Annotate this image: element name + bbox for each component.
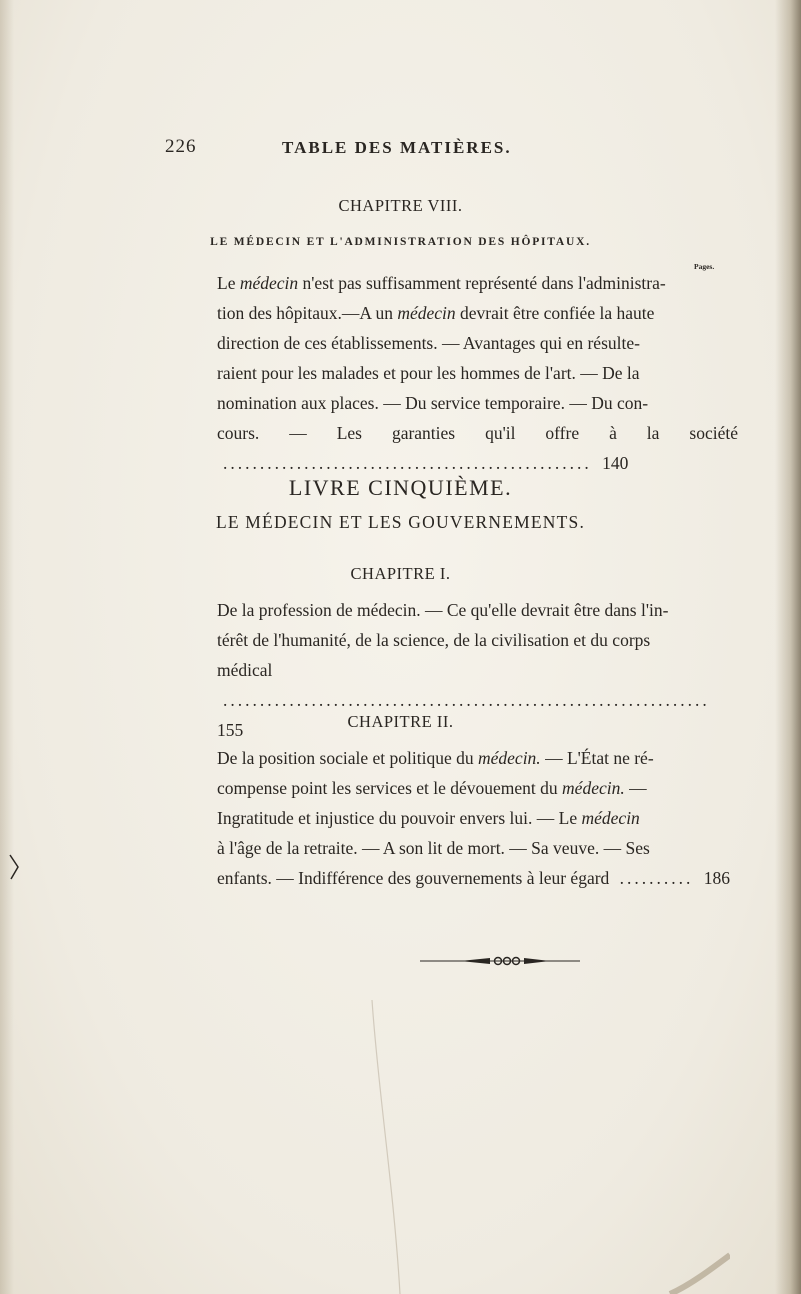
entry-italic: médecin xyxy=(397,303,456,323)
book-subtitle: LE MÉDECIN ET LES GOUVERNEMENTS. xyxy=(215,512,586,532)
paper-mark xyxy=(8,853,28,883)
entry-text: De la position sociale et politique du xyxy=(217,748,474,768)
chapter-8-entry xyxy=(217,268,738,478)
entry-text: direction de ces établissements. — Avantages qui en résulte- xyxy=(217,333,640,353)
entry-leader-line xyxy=(217,418,738,478)
chapter-1-title: CHAPITRE I. xyxy=(350,564,451,583)
entry-text: n'est pas suffisamment représenté dans l'administra- xyxy=(302,273,666,293)
chapter-8-subtitle: LE MÉDECIN ET L'ADMINISTRATION DES HÔPITAUX. xyxy=(210,236,591,248)
entry-text: tion des hôpitaux.—A un xyxy=(217,303,393,323)
entry-text: à l'âge de la retraite. — A son lit de mort. — Sa veuve. — Ses xyxy=(217,838,650,858)
ornament-wedge-right xyxy=(524,958,550,964)
dot-leader: .................................................................. xyxy=(223,690,710,710)
page-right-edge xyxy=(775,0,801,1294)
entry-leader-line xyxy=(217,863,738,893)
entry-italic: médecin. xyxy=(478,748,541,768)
entry-text: médical xyxy=(217,660,273,680)
chapter-2-title: CHAPITRE II. xyxy=(347,712,454,731)
entry-italic: médecin xyxy=(239,273,299,293)
running-title: TABLE DES MATIÈRES. xyxy=(282,138,512,157)
entry-text: nomination aux places. — Du service temporaire. — Du con- xyxy=(217,393,649,413)
entry-italic: médecin. xyxy=(562,778,625,798)
dot-leader: .................................................. xyxy=(223,453,592,473)
pages-column-label: Pages. xyxy=(694,262,715,271)
entry-text: Ingratitude et injustice du pouvoir envers lui. — Le xyxy=(217,808,578,828)
entry-text: enfants. — Indifférence des gouvernements à leur égard xyxy=(217,868,610,888)
entry-text: térêt de l'humanité, de la science, de la civilisation et du corps xyxy=(217,630,651,650)
ornament-wedge-left xyxy=(460,958,490,964)
entry-italic: médecin xyxy=(581,808,640,828)
entry-text: raient pour les malades et pour les hommes de l'art. — De la xyxy=(217,363,640,383)
entry-text: compense point les services et le dévouement du xyxy=(217,778,558,798)
chapter-2-entry xyxy=(217,743,738,893)
entry-text: devrait être confiée la haute xyxy=(460,303,655,323)
page-reference: 186 xyxy=(703,868,731,888)
paper-crease xyxy=(370,1000,730,1294)
chapter-8-title: CHAPITRE VIII. xyxy=(338,196,463,215)
dot-leader: .......... xyxy=(619,868,694,888)
page-reference: 140 xyxy=(602,453,629,473)
entry-text: De la profession de médecin. — Ce qu'elle devrait être dans l'in- xyxy=(217,600,669,620)
tailpiece-ornament xyxy=(420,954,580,968)
entry-lead: Le xyxy=(217,273,236,293)
entry-text: — xyxy=(629,778,647,798)
entry-text: — L'État ne ré- xyxy=(545,748,654,768)
page-header xyxy=(0,136,801,166)
page-number: 226 xyxy=(165,136,197,157)
book-title: LIVRE CINQUIÈME. xyxy=(288,475,513,500)
page-left-shadow xyxy=(0,0,14,1294)
page-reference: 155 xyxy=(217,720,244,740)
entry-text: cours. — Les garanties qu'il offre à la société xyxy=(217,423,738,443)
